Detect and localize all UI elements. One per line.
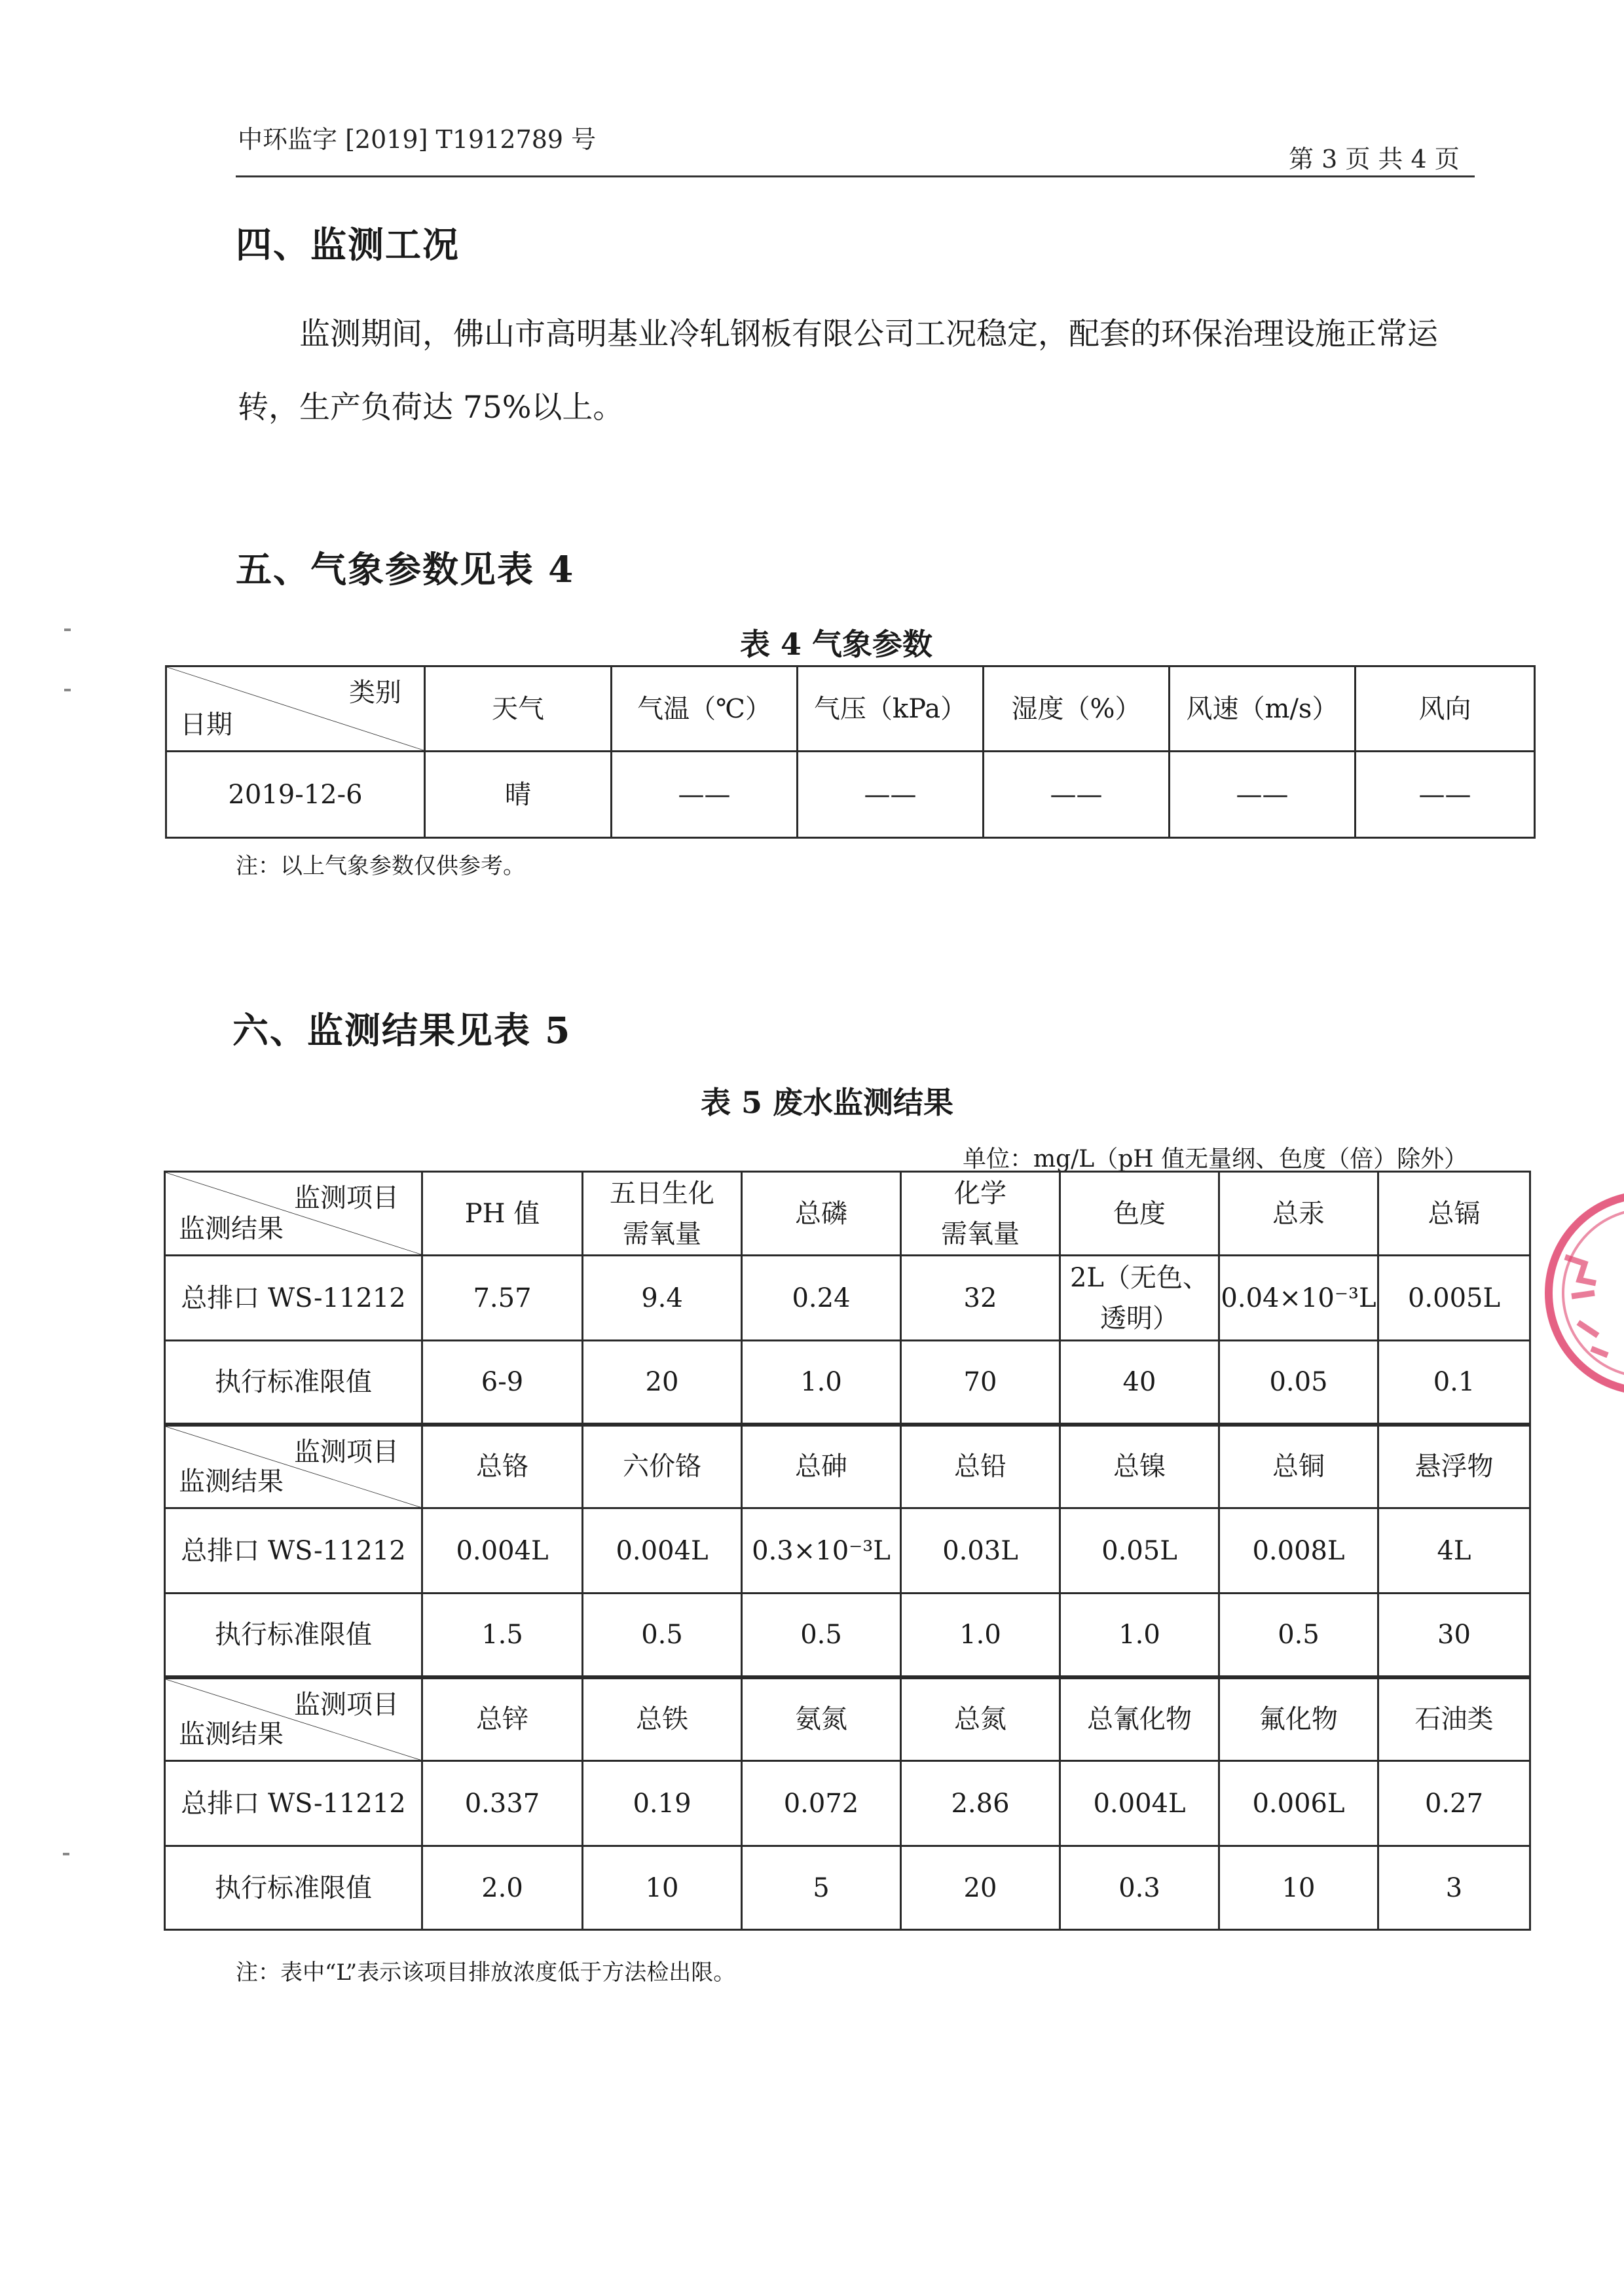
outlet-label: 总排口 WS-11212 xyxy=(165,1256,422,1341)
item-header-hexavalent-chromium: 六价铬 xyxy=(583,1425,742,1508)
outlet-result-row xyxy=(165,1256,1530,1341)
weather-diagonal-header xyxy=(166,666,425,752)
table5-note: 注：表中“L”表示该项目排放浓度低于方法检出限。 xyxy=(236,1959,736,1986)
outlet-value-total-zinc: 0.337 xyxy=(422,1761,583,1846)
col-weather: 天气 xyxy=(425,666,612,752)
table5-caption: 表 5 废水监测结果 xyxy=(701,1085,954,1120)
item-header-cod: 化学 需氧量 xyxy=(901,1172,1060,1256)
item-header-ammonia-nitrogen: 氨氮 xyxy=(742,1677,901,1761)
item-header-total-arsenic: 总砷 xyxy=(742,1425,901,1508)
limit-value-suspended-solids: 30 xyxy=(1378,1594,1530,1677)
item-header-total-cyanide: 总氰化物 xyxy=(1060,1677,1219,1761)
limit-value-fluoride: 10 xyxy=(1219,1846,1378,1930)
table4-caption: 表 4 气象参数 xyxy=(740,627,933,662)
item-header-total-mercury: 总汞 xyxy=(1219,1172,1378,1256)
diagonal-header-cell xyxy=(165,1172,422,1256)
limit-value-chroma: 40 xyxy=(1060,1341,1219,1425)
limit-value-hexavalent-chromium: 0.5 xyxy=(583,1594,742,1677)
col-humidity: 湿度（%） xyxy=(984,666,1170,752)
item-header-suspended-solids: 悬浮物 xyxy=(1378,1425,1530,1508)
limit-value-cod: 70 xyxy=(901,1341,1060,1425)
diag-item-label: 监测项目 xyxy=(294,1183,399,1213)
limit-value-total-mercury: 0.05 xyxy=(1219,1341,1378,1425)
cell-weather: 晴 xyxy=(425,752,612,838)
outlet-label: 总排口 WS-11212 xyxy=(165,1761,422,1846)
item-header-fluoride: 氟化物 xyxy=(1219,1677,1378,1761)
seal-graphic xyxy=(1539,1185,1624,1401)
outlet-value-total-nickel: 0.05L xyxy=(1060,1508,1219,1594)
outlet-result-row xyxy=(165,1508,1530,1594)
diag-item-label: 监测项目 xyxy=(294,1689,399,1720)
col-pressure: 气压（kPa） xyxy=(798,666,984,752)
section6-title: 六、监测结果见表 5 xyxy=(232,1009,572,1051)
section5-title: 五、气象参数见表 4 xyxy=(236,548,575,591)
outlet-value-total-cyanide: 0.004L xyxy=(1060,1761,1219,1846)
section4-title: 四、监测工况 xyxy=(236,223,460,266)
diag-result-label: 监测结果 xyxy=(179,1214,284,1244)
cell-humidity: —— xyxy=(984,752,1170,838)
diag-item-label: 监测项目 xyxy=(294,1436,399,1467)
outlet-value-total-copper: 0.008L xyxy=(1219,1508,1378,1594)
item-header-total-lead: 总铅 xyxy=(901,1425,1060,1508)
limit-value-total-copper: 0.5 xyxy=(1219,1594,1378,1677)
document-code: 中环监字 [2019] T1912789 号 xyxy=(238,125,597,154)
weather-data-row xyxy=(166,752,1535,838)
outlet-value-total-chromium: 0.004L xyxy=(422,1508,583,1594)
limit-value-bod5: 20 xyxy=(583,1341,742,1425)
item-header-bod5: 五日生化 需氧量 xyxy=(583,1172,742,1256)
table4-note: 注：以上气象参数仅供参考。 xyxy=(236,853,525,879)
outlet-label: 总排口 WS-11212 xyxy=(165,1508,422,1594)
item-header-total-chromium: 总铬 xyxy=(422,1425,583,1508)
outlet-value-total-iron: 0.19 xyxy=(583,1761,742,1846)
weather-header-row xyxy=(166,666,1535,752)
outlet-value-petroleum: 0.27 xyxy=(1378,1761,1530,1846)
limit-value-total-arsenic: 0.5 xyxy=(742,1594,901,1677)
outlet-value-suspended-solids: 4L xyxy=(1378,1508,1530,1594)
outlet-value-total-lead: 0.03L xyxy=(901,1508,1060,1594)
outlet-value-total-nitrogen: 2.86 xyxy=(901,1761,1060,1846)
wastewater-table-body xyxy=(165,1172,1530,1930)
limit-value-total-chromium: 1.5 xyxy=(422,1594,583,1677)
outlet-value-total-cadmium: 0.005L xyxy=(1378,1256,1530,1341)
item-header-total-copper: 总铜 xyxy=(1219,1425,1378,1508)
col-temperature: 气温（℃） xyxy=(612,666,798,752)
item-header-total-phosphorus: 总磷 xyxy=(742,1172,901,1256)
item-header-total-iron: 总铁 xyxy=(583,1677,742,1761)
outlet-value-total-arsenic: 0.3×10⁻³L xyxy=(742,1508,901,1594)
diagonal-header-cell xyxy=(165,1677,422,1761)
diagonal-header-cell xyxy=(165,1425,422,1508)
cell-pressure: —— xyxy=(798,752,984,838)
item-header-ph: PH 值 xyxy=(422,1172,583,1256)
limit-value-total-cadmium: 0.1 xyxy=(1378,1341,1530,1425)
limit-value-petroleum: 3 xyxy=(1378,1846,1530,1930)
outlet-value-hexavalent-chromium: 0.004L xyxy=(583,1508,742,1594)
col-wind-speed: 风速（m/s） xyxy=(1170,666,1356,752)
limit-label: 执行标准限值 xyxy=(165,1846,422,1930)
item-header-chroma: 色度 xyxy=(1060,1172,1219,1256)
limit-value-total-nickel: 1.0 xyxy=(1060,1594,1219,1677)
outlet-value-total-phosphorus: 0.24 xyxy=(742,1256,901,1341)
standard-limit-row xyxy=(165,1846,1530,1930)
col-wind-direction: 风向 xyxy=(1356,666,1535,752)
outlet-value-total-mercury: 0.04×10⁻³L xyxy=(1219,1256,1378,1341)
block-header-row xyxy=(165,1425,1530,1508)
scan-mark xyxy=(64,629,71,631)
section4-paragraph: 监测期间，佛山市高明基业冷轧钢板有限公司工况稳定，配套的环保治理设施正常运转，生产负荷达 75%以上。 xyxy=(238,316,1438,426)
item-header-total-cadmium: 总镉 xyxy=(1378,1172,1530,1256)
weather-table xyxy=(165,665,1536,839)
cell-temperature: —— xyxy=(612,752,798,838)
limit-value-total-lead: 1.0 xyxy=(901,1594,1060,1677)
block-header-row xyxy=(165,1677,1530,1761)
limit-value-total-zinc: 2.0 xyxy=(422,1846,583,1930)
outlet-value-fluoride: 0.006L xyxy=(1219,1761,1378,1846)
limit-value-ph: 6-9 xyxy=(422,1341,583,1425)
limit-label: 执行标准限值 xyxy=(165,1594,422,1677)
limit-value-total-nitrogen: 20 xyxy=(901,1846,1060,1930)
outlet-value-ph: 7.57 xyxy=(422,1256,583,1341)
diag-result-label: 监测结果 xyxy=(179,1467,284,1497)
outlet-value-bod5: 9.4 xyxy=(583,1256,742,1341)
wastewater-table xyxy=(164,1171,1531,1931)
scan-mark xyxy=(64,689,71,691)
item-header-total-zinc: 总锌 xyxy=(422,1677,583,1761)
outlet-result-row xyxy=(165,1761,1530,1846)
scan-mark xyxy=(63,1853,69,1855)
standard-limit-row xyxy=(165,1341,1530,1425)
diag-result-label: 监测结果 xyxy=(179,1719,284,1749)
block-header-row xyxy=(165,1172,1530,1256)
limit-value-ammonia-nitrogen: 5 xyxy=(742,1846,901,1930)
limit-value-total-cyanide: 0.3 xyxy=(1060,1846,1219,1930)
cell-wind-speed: —— xyxy=(1170,752,1356,838)
outlet-value-cod: 32 xyxy=(901,1256,1060,1341)
standard-limit-row xyxy=(165,1594,1530,1677)
official-seal-stamp xyxy=(1539,1185,1624,1401)
outlet-value-chroma: 2L（无色、 透明） xyxy=(1060,1256,1219,1341)
outlet-value-ammonia-nitrogen: 0.072 xyxy=(742,1761,901,1846)
diag-date-label: 日期 xyxy=(180,710,232,740)
limit-value-total-iron: 10 xyxy=(583,1846,742,1930)
header-divider xyxy=(236,175,1475,177)
page-number: 第 3 页 共 4 页 xyxy=(1289,145,1460,173)
cell-wind-direction: —— xyxy=(1356,752,1535,838)
cell-date: 2019-12-6 xyxy=(166,752,425,838)
limit-label: 执行标准限值 xyxy=(165,1341,422,1425)
item-header-total-nitrogen: 总氮 xyxy=(901,1677,1060,1761)
limit-value-total-phosphorus: 1.0 xyxy=(742,1341,901,1425)
diag-category-label: 类别 xyxy=(349,678,401,708)
item-header-petroleum: 石油类 xyxy=(1378,1677,1530,1761)
item-header-total-nickel: 总镍 xyxy=(1060,1425,1219,1508)
table5-unit: 单位：mg/L（pH 值无量纲、色度（倍）除外） xyxy=(963,1146,1468,1173)
